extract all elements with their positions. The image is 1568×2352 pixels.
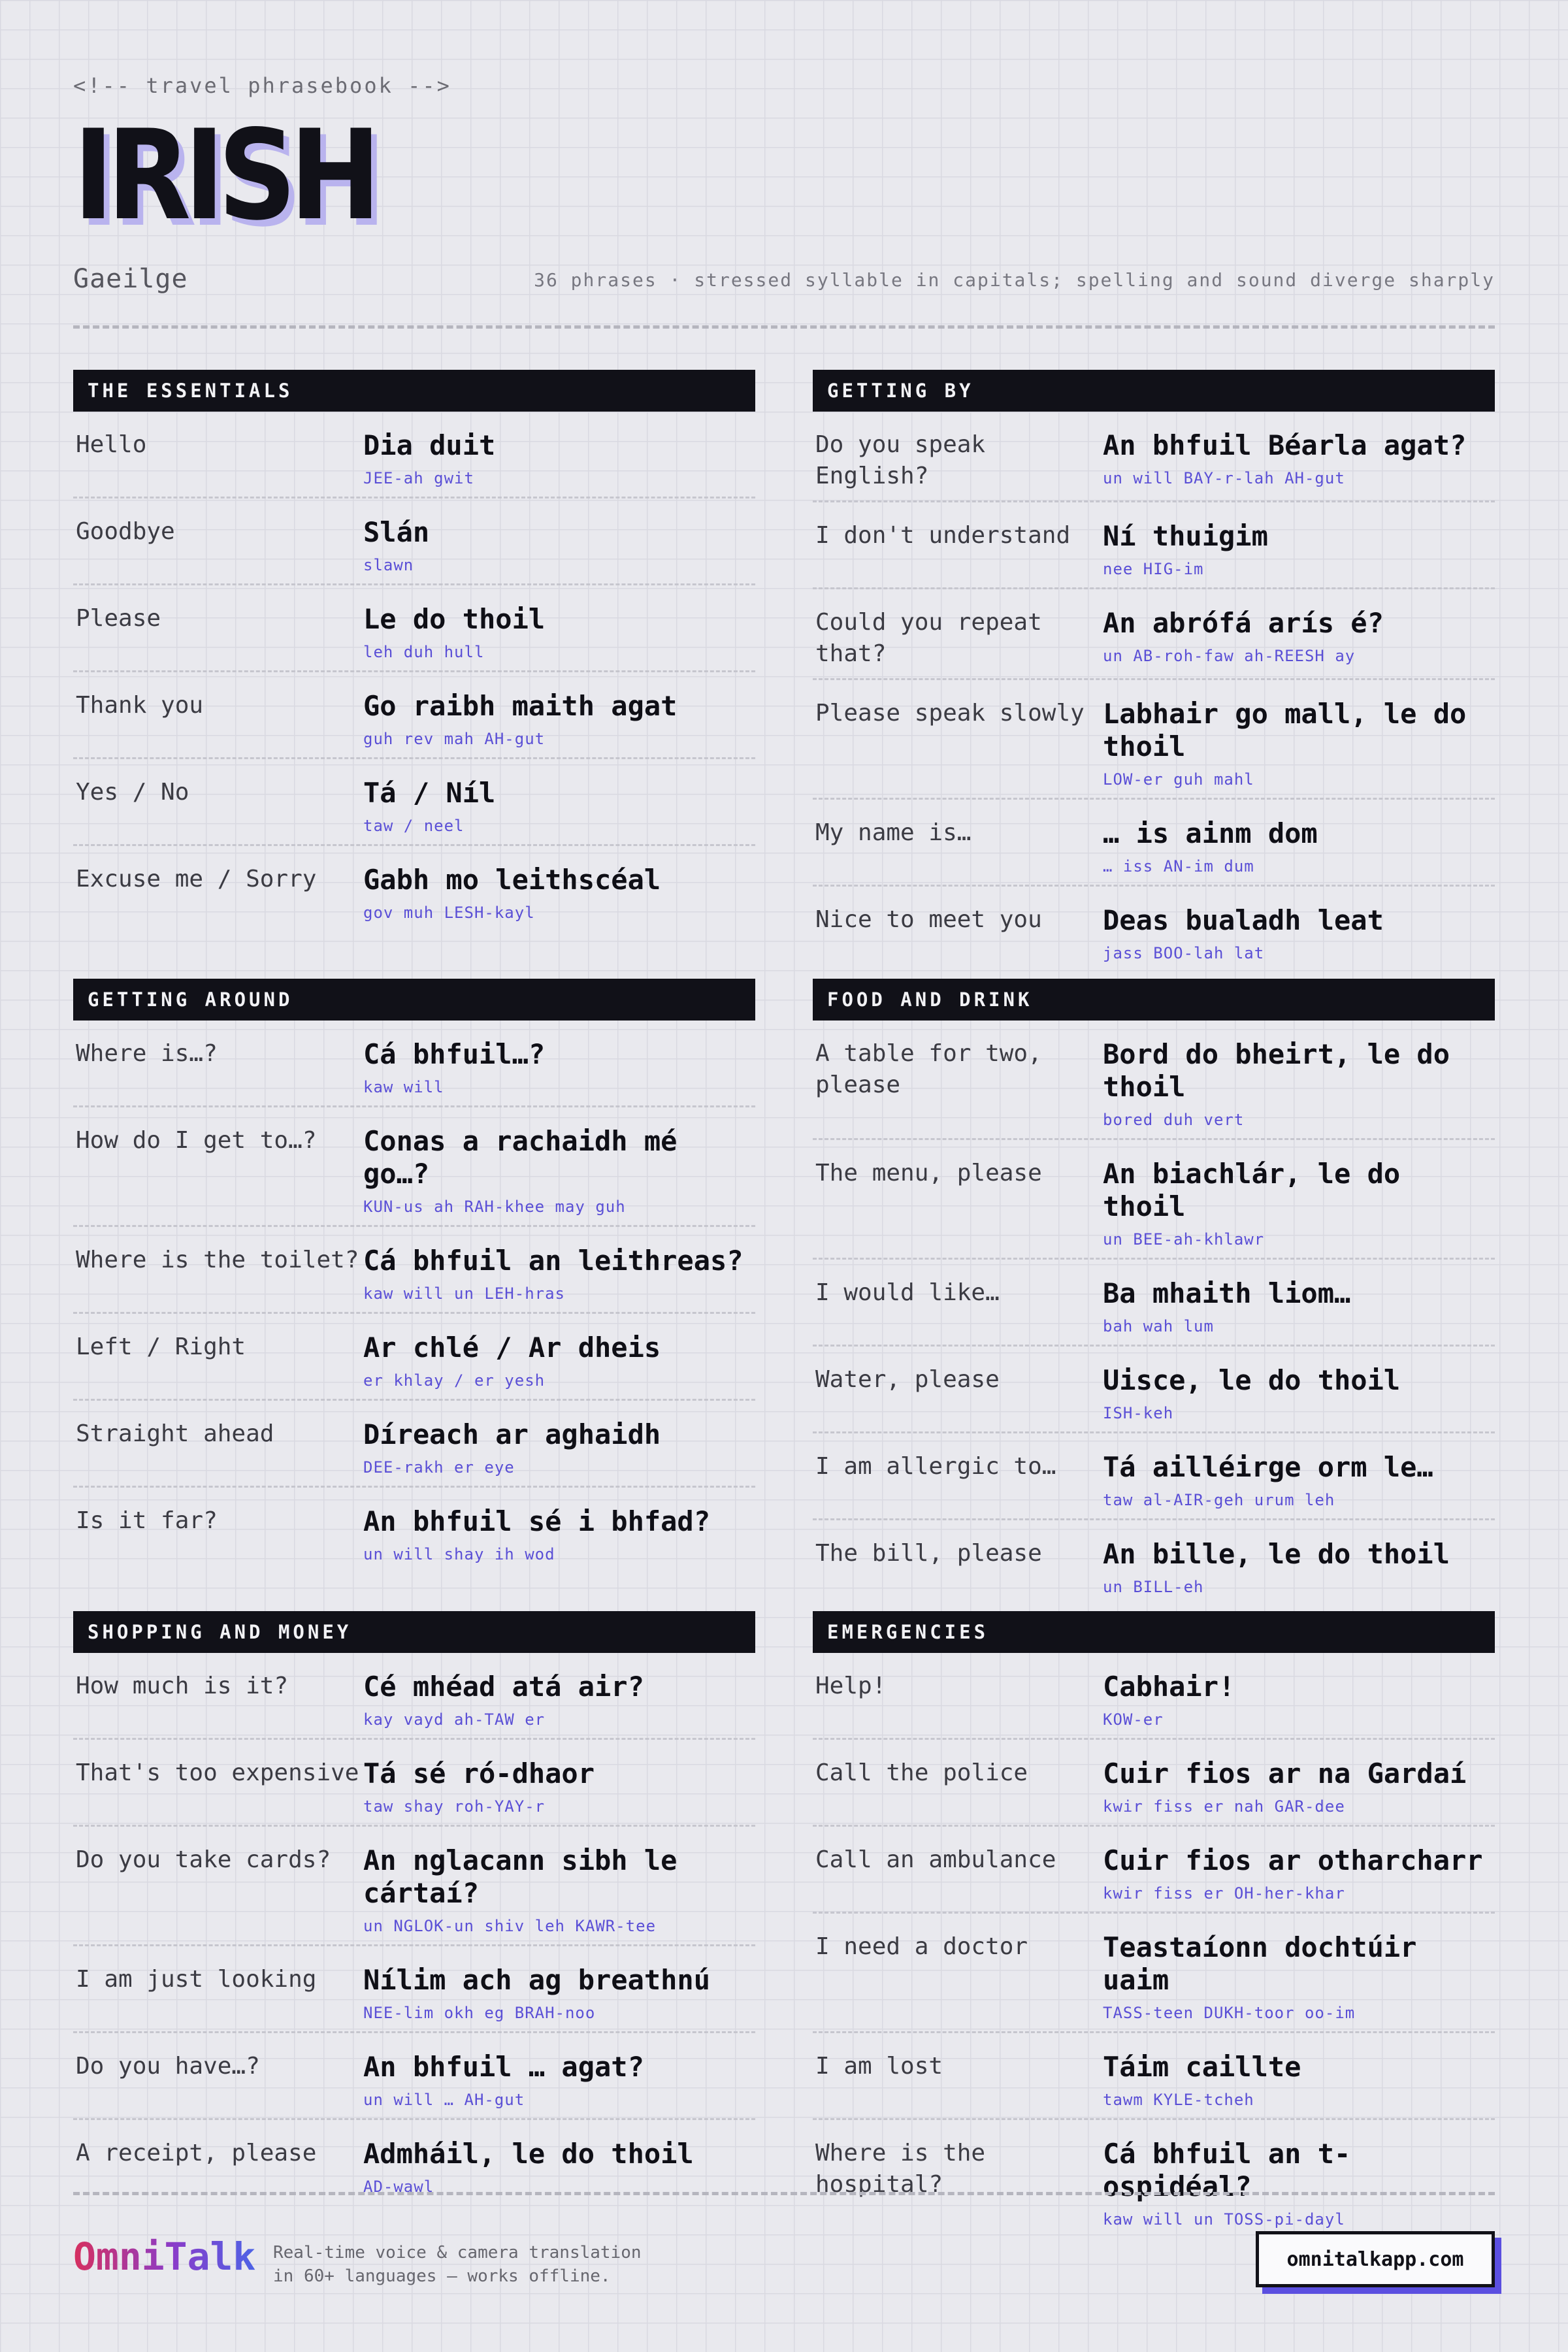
english-phrase: Excuse me / Sorry: [76, 866, 317, 892]
footer: [73, 2221, 1495, 2319]
english-phrase: Do you take cards?: [76, 1846, 331, 1873]
irish-phrase: Cabhair!: [1103, 1671, 1235, 1703]
irish-translation-block: [1103, 1451, 1495, 1510]
header-comment: <!-- travel phrasebook -->: [73, 73, 451, 98]
irish-translation-block: [1103, 1038, 1495, 1130]
english-phrase: Left / Right: [76, 1333, 246, 1360]
pronunciation: taw al-AIR-geh urum leh: [1103, 1491, 1335, 1509]
irish-translation-block: [363, 1964, 755, 2023]
irish-phrase: Bord do bheirt, le do thoil: [1103, 1038, 1450, 1103]
pronunciation: ISH-keh: [1103, 1404, 1174, 1422]
irish-phrase: Ní thuigim: [1103, 520, 1268, 552]
section-title: EMERGENCIES: [813, 1611, 1495, 1653]
irish-phrase: Táim caillte: [1103, 2051, 1301, 2083]
pronunciation: bah wah lum: [1103, 1317, 1214, 1335]
irish-translation-block: [363, 1671, 755, 1729]
irish-phrase: Cuir fios ar otharcharr: [1103, 1844, 1483, 1876]
english-phrase: Please speak slowly: [815, 700, 1085, 727]
phrasebook-meta: 36 phrases · stressed syllable in capitals; spelling and sound diverge sharply: [534, 269, 1495, 291]
phrase-row: [813, 887, 1495, 972]
irish-phrase: An biachlár, le do thoil: [1103, 1158, 1401, 1222]
phrase-row: [73, 1314, 755, 1401]
english-phrase: Please: [76, 605, 161, 632]
irish-phrase: Cé mhéad atá air?: [363, 1671, 644, 1703]
phrase-row: [813, 1740, 1495, 1827]
phrase-row: [73, 412, 755, 498]
irish-translation-block: [1103, 1364, 1495, 1423]
english-phrase: I am lost: [815, 2053, 943, 2080]
section-title: THE ESSENTIALS: [73, 370, 755, 412]
irish-translation-block: [1103, 1931, 1495, 2023]
pronunciation: kwir fiss er OH-her-khar: [1103, 1884, 1345, 1903]
pronunciation: gov muh LESH-kayl: [363, 904, 535, 922]
irish-phrase: An nglacann sibh le cártaí?: [363, 1844, 678, 1909]
irish-translation-block: [363, 777, 755, 836]
pronunciation: un BILL-eh: [1103, 1578, 1204, 1596]
pronunciation: un will … AH-gut: [363, 2091, 525, 2109]
irish-translation-block: [363, 1245, 755, 1303]
phrase-row: [73, 1946, 755, 2033]
irish-translation-block: [363, 1844, 755, 1936]
pronunciation: LOW-er guh mahl: [1103, 770, 1254, 789]
irish-translation-block: [363, 1331, 755, 1390]
irish-phrase: Uisce, le do thoil: [1103, 1364, 1401, 1396]
irish-translation-block: [363, 1757, 755, 1816]
english-phrase: My name is…: [815, 819, 972, 846]
phrase-row: [813, 800, 1495, 887]
irish-translation-block: [1103, 607, 1495, 670]
pronunciation: kwir fiss er nah GAR-dee: [1103, 1797, 1345, 1816]
pronunciation: JEE-ah gwit: [363, 469, 474, 487]
irish-translation-block: [1103, 2138, 1495, 2229]
pronunciation: jass BOO-lah lat: [1103, 944, 1265, 962]
phrase-row: [813, 589, 1495, 680]
header-divider: [73, 325, 1495, 329]
english-phrase: Yes / No: [76, 779, 189, 806]
section-getting-by: [813, 370, 1495, 972]
irish-translation-block: [363, 2138, 755, 2197]
pronunciation: slawn: [363, 556, 414, 574]
irish-phrase: … is ainm dom: [1103, 817, 1318, 849]
irish-translation-block: [363, 1505, 755, 1564]
english-phrase: Straight ahead: [76, 1420, 274, 1447]
section-title: FOOD AND DRINK: [813, 979, 1495, 1021]
irish-translation-block: [363, 1418, 755, 1477]
irish-phrase: An bhfuil Béarla agat?: [1103, 429, 1467, 461]
brand-tagline: [273, 2241, 642, 2288]
phrase-row: [813, 2120, 1495, 2238]
phrase-row: [73, 672, 755, 759]
phrase-row: [813, 1914, 1495, 2033]
irish-translation-block: [1103, 1277, 1495, 1336]
phrase-row: [813, 1260, 1495, 1347]
irish-phrase: Ar chlé / Ar dheis: [363, 1331, 661, 1364]
english-phrase: Could you repeat that?: [815, 609, 1042, 667]
english-phrase: Water, please: [815, 1366, 1000, 1393]
english-phrase: Where is the toilet?: [76, 1247, 359, 1273]
irish-phrase: Teastaíonn dochtúir uaim: [1103, 1931, 1417, 1996]
section-title: GETTING BY: [813, 370, 1495, 412]
english-phrase: Call the police: [815, 1759, 1028, 1786]
pronunciation: KUN-us ah RAH-khee may guh: [363, 1198, 626, 1216]
irish-translation-block: [1103, 1671, 1495, 1729]
irish-phrase: Cá bhfuil an leithreas?: [363, 1245, 743, 1277]
pronunciation: un NGLOK-un shiv leh KAWR-tee: [363, 1917, 657, 1935]
english-phrase: Thank you: [76, 692, 204, 719]
phrasebook-page: [73, 0, 1495, 2352]
irish-phrase: Ba mhaith liom…: [1103, 1277, 1351, 1309]
irish-phrase: Labhair go mall, le do thoil: [1103, 698, 1467, 762]
irish-translation-block: [363, 690, 755, 749]
irish-translation-block: [1103, 904, 1495, 963]
english-phrase: Where is the hospital?: [815, 2140, 986, 2198]
phrase-row: [813, 1140, 1495, 1260]
pronunciation: nee HIG-im: [1103, 560, 1204, 578]
english-phrase: How much is it?: [76, 1673, 289, 1699]
section-shopping-and-money: [73, 1611, 755, 2205]
pronunciation: kaw will: [363, 1078, 444, 1096]
phrase-row: [73, 585, 755, 672]
irish-phrase: Cá bhfuil an t-ospidéal?: [1103, 2138, 1351, 2202]
pronunciation: NEE-lim okh eg BRAH-noo: [363, 2004, 596, 2022]
pronunciation: TASS-teen DUKH-toor oo-im: [1103, 2004, 1356, 2022]
irish-phrase: Gabh mo leithscéal: [363, 864, 661, 896]
irish-phrase: Deas bualadh leat: [1103, 904, 1384, 936]
phrase-row: [813, 1347, 1495, 1433]
phrase-row: [73, 1021, 755, 1107]
phrase-row: [73, 498, 755, 585]
irish-translation-block: [363, 2051, 755, 2110]
english-phrase: I am allergic to…: [815, 1453, 1056, 1480]
english-phrase: The bill, please: [815, 1540, 1042, 1567]
phrase-row: [813, 680, 1495, 800]
phrase-row: [73, 1107, 755, 1227]
irish-translation-block: [1103, 1158, 1495, 1249]
irish-phrase: Conas a rachaidh mé go…?: [363, 1125, 678, 1190]
phrase-row: [73, 1740, 755, 1827]
pronunciation: bored duh vert: [1103, 1111, 1245, 1129]
header: [73, 71, 1495, 332]
irish-translation-block: [363, 429, 755, 488]
english-phrase: Call an ambulance: [815, 1846, 1056, 1873]
pronunciation: KOW-er: [1103, 1710, 1164, 1729]
irish-translation-block: [1103, 429, 1495, 492]
section-getting-around: [73, 979, 755, 1573]
english-phrase: How do I get to…?: [76, 1127, 317, 1154]
website-link[interactable]: [1256, 2231, 1495, 2287]
footer-divider: [73, 2192, 1495, 2195]
irish-translation-block: [1103, 1538, 1495, 1597]
phrase-row: [813, 412, 1495, 502]
section-food-and-drink: [813, 979, 1495, 1605]
tagline-line-2: in 60+ languages — works offline.: [273, 2266, 611, 2286]
irish-phrase: Tá ailléirge orm le…: [1103, 1451, 1433, 1483]
irish-phrase: An bhfuil sé i bhfad?: [363, 1505, 711, 1537]
irish-translation-block: [363, 864, 755, 923]
irish-phrase: Le do thoil: [363, 603, 546, 635]
pronunciation: leh duh hull: [363, 643, 485, 661]
pronunciation: un BEE-ah-khlawr: [1103, 1230, 1265, 1249]
irish-translation-block: [1103, 2051, 1495, 2110]
irish-translation-block: [363, 1038, 755, 1097]
phrase-row: [73, 1827, 755, 1946]
english-phrase: A receipt, please: [76, 2140, 317, 2166]
tagline-line-1: Real-time voice & camera translation: [273, 2243, 642, 2262]
phrase-row: [813, 1520, 1495, 1605]
section-title: GETTING AROUND: [73, 979, 755, 1021]
english-phrase: Hello: [76, 431, 147, 458]
pronunciation: taw shay roh-YAY-r: [363, 1797, 546, 1816]
irish-phrase: Tá sé ró-dhaor: [363, 1757, 595, 1789]
native-language-name: Gaeilge: [73, 264, 188, 294]
english-phrase: Where is…?: [76, 1040, 218, 1067]
english-phrase: A table for two, please: [815, 1040, 1042, 1098]
section-emergencies: [813, 1611, 1495, 2238]
english-phrase: Do you have…?: [76, 2053, 260, 2080]
english-phrase: Is it far?: [76, 1507, 218, 1534]
english-phrase: Help!: [815, 1673, 887, 1699]
phrase-row: [73, 759, 755, 846]
phrase-row: [73, 2033, 755, 2120]
phrase-row: [73, 1401, 755, 1488]
english-phrase: I need a doctor: [815, 1933, 1028, 1960]
english-phrase: I would like…: [815, 1279, 1000, 1306]
irish-translation-block: [1103, 520, 1495, 579]
phrase-row: [813, 1433, 1495, 1520]
phrase-row: [813, 1827, 1495, 1914]
english-phrase: That's too expensive: [76, 1759, 359, 1786]
irish-translation-block: [1103, 1844, 1495, 1903]
page-title: IRISH: [73, 103, 374, 248]
pronunciation: un AB-roh-faw ah-REESH ay: [1103, 647, 1356, 665]
irish-phrase: An bille, le do thoil: [1103, 1538, 1450, 1570]
phrase-row: [813, 1021, 1495, 1140]
irish-translation-block: [1103, 698, 1495, 789]
irish-phrase: An bhfuil … agat?: [363, 2051, 644, 2083]
pronunciation: AD-wawl: [363, 2178, 434, 2196]
pronunciation: … iss AN-im dum: [1103, 857, 1254, 875]
pronunciation: taw / neel: [363, 817, 465, 835]
phrase-row: [73, 1488, 755, 1573]
phrase-row: [813, 1653, 1495, 1740]
irish-phrase: Cuir fios ar na Gardaí: [1103, 1757, 1467, 1789]
section-title: SHOPPING AND MONEY: [73, 1611, 755, 1653]
pronunciation: guh rev mah AH-gut: [363, 730, 546, 748]
irish-phrase: Go raibh maith agat: [363, 690, 678, 722]
irish-phrase: Slán: [363, 516, 430, 548]
irish-translation-block: [363, 516, 755, 575]
phrase-row: [73, 1227, 755, 1314]
phrase-row: [813, 2033, 1495, 2120]
website-url: omnitalkapp.com: [1286, 2247, 1464, 2271]
irish-phrase: Dia duit: [363, 429, 496, 461]
pronunciation: tawm KYLE-tcheh: [1103, 2091, 1254, 2109]
irish-translation-block: [1103, 1757, 1495, 1816]
pronunciation: un will shay ih wod: [363, 1545, 555, 1563]
irish-translation-block: [363, 1125, 755, 1217]
phrase-row: [73, 846, 755, 931]
irish-translation-block: [363, 603, 755, 662]
english-phrase: I am just looking: [76, 1966, 317, 1993]
english-phrase: I don't understand: [815, 522, 1071, 549]
irish-phrase: Tá / Níl: [363, 777, 496, 809]
pronunciation: un will BAY-r-lah AH-gut: [1103, 469, 1345, 487]
pronunciation: DEE-rakh er eye: [363, 1458, 515, 1477]
irish-phrase: Díreach ar aghaidh: [363, 1418, 661, 1450]
english-phrase: Goodbye: [76, 518, 175, 545]
phrase-row: [73, 1653, 755, 1740]
irish-translation-block: [1103, 817, 1495, 876]
english-phrase: Nice to meet you: [815, 906, 1042, 933]
section-the-essentials: [73, 370, 755, 931]
english-phrase: Do you speak English?: [815, 431, 986, 489]
phrase-row: [813, 502, 1495, 589]
pronunciation: kaw will un LEH-hras: [363, 1284, 565, 1303]
brand-logo[interactable]: OmniTalk: [73, 2234, 256, 2279]
pronunciation: er khlay / er yesh: [363, 1371, 546, 1390]
irish-phrase: Nílim ach ag breathnú: [363, 1964, 711, 1996]
irish-phrase: Admháil, le do thoil: [363, 2138, 694, 2170]
pronunciation: kay vayd ah-TAW er: [363, 1710, 546, 1729]
pronunciation: kaw will un TOSS-pi-dayl: [1103, 2210, 1345, 2229]
english-phrase: The menu, please: [815, 1160, 1042, 1186]
irish-phrase: An abrófá arís é?: [1103, 607, 1384, 639]
irish-phrase: Cá bhfuil…?: [363, 1038, 546, 1070]
